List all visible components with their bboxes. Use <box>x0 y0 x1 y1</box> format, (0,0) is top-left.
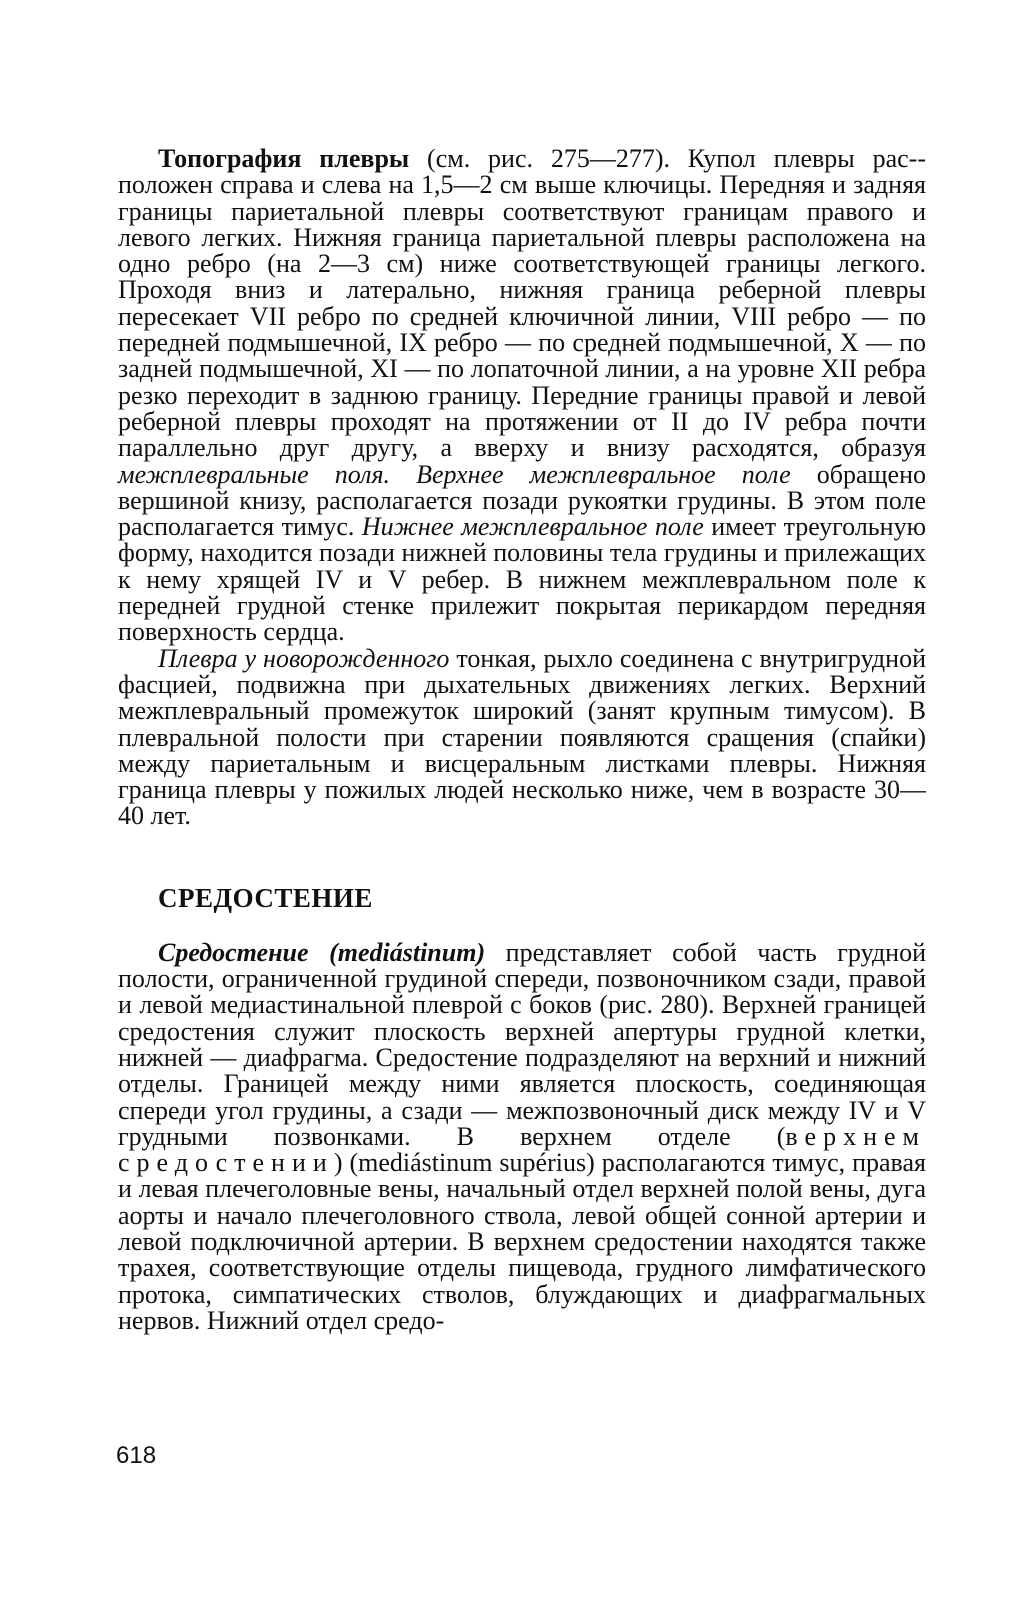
paragraph-mediastinum <box>118 937 927 1335</box>
term-lower-interpleural-field: Нижнее межплевральное поле <box>361 512 704 542</box>
term-newborn-pleura: Плевра у новорожденного <box>158 643 450 673</box>
term-upper-mediastinum: верхнем средостении <box>118 1121 926 1178</box>
paragraph-newborn-pleura <box>118 643 926 831</box>
term-pleura-topography: Топография плевры <box>158 144 410 173</box>
paragraph-text: обращено вершиной книзу, располагается позади рукоятки грудины. В этом поле располагается тимус. <box>118 459 926 542</box>
paragraph-text: имеет треугольную форму, находится позади нижней половины тела грудины и прилежащих к нему хрящей IV и V ребер. В нижнем межплевральном поле к передней грудной стенке прилежит покрытая перикардом передняя поверхность сердца. <box>118 512 926 647</box>
page-content <box>118 146 926 1334</box>
paragraph-text: ) (mediástinum supérius) располагаются тимус, правая и левая плечеголовные вены, начальный отдел верхней полой вены, дуга аорты и начало плечеголовного ствола, левой общей сонной артерии и левой подключичной артерии. В верхнем средостении находятся также трахея, соответствующие отделы пищевода, грудного лимфатического протока, симпатических стволов, блуждающих и диафрагмальных нервов. Нижний отдел средо- <box>118 1148 926 1335</box>
paragraph-pleura-topography <box>118 146 926 646</box>
section-heading: СРЕДОСТЕНИЕ <box>158 882 373 913</box>
paragraph-text: тонкая, рыхло соединена с внутригрудной фасцией, подвижна при дыхательных движениях легких. Верхний межплевральный промежуток широкий (занят крупным тимусом). В плевральной полости при старении появляются сращения (спайки) между париетальным и висцеральным листками плевры. Нижняя граница плевры у пожилых людей несколько ниже, чем в возрасте 30—40 лет. <box>118 643 926 831</box>
paragraph-text: представляет собой часть грудной полости, ограниченной грудиной спереди, позвоночником сзади, правой и левой медиастинальной плеврой с боков (рис. 280). Верхней границей средостения служит плоскость верхней апертуры грудной клетки, нижней — диафрагма. Средостение подразделяют на верхний и нижний отделы. Границей между ними является плоскость, соединяющая спереди угол грудины, а сзади — межпозвоночный диск между IV и V грудными позвонками. В верхнем отделе ( <box>118 937 927 1151</box>
term-mediastinum: Средостение (mediástinum) <box>158 937 486 967</box>
paragraph-text: (см. рис. 275—277). Купол плевры рас-положен справа и слева на 1,5—2 см выше ключицы. Передняя и задняя границы париетальной плевры соответствуют границам правого и левого легких. Нижняя граница париетальной плевры расположена на одно ребро (на 2—3 см) ниже соответствующей границы легкого. Проходя вниз и латерально, нижняя граница реберной плевры пересекает VII ребро по средней ключичной линии, VIII ребро — по передней подмышечной, IX ребро — по средней подмышечной, X — по задней подмышечной, XI — по лопаточной линии, а на уровне XII ребра резко переходит в заднюю границу. Передние границы правой и левой реберной плевры проходят на протяжении от II до IV ребра почти параллельно друг другу, а вверху и внизу расходятся, образуя <box>118 144 927 463</box>
page-number: 618 <box>116 1442 157 1469</box>
term-interpleural-fields: межплевральные поля. Верхнее межплевральное поле <box>118 459 791 489</box>
